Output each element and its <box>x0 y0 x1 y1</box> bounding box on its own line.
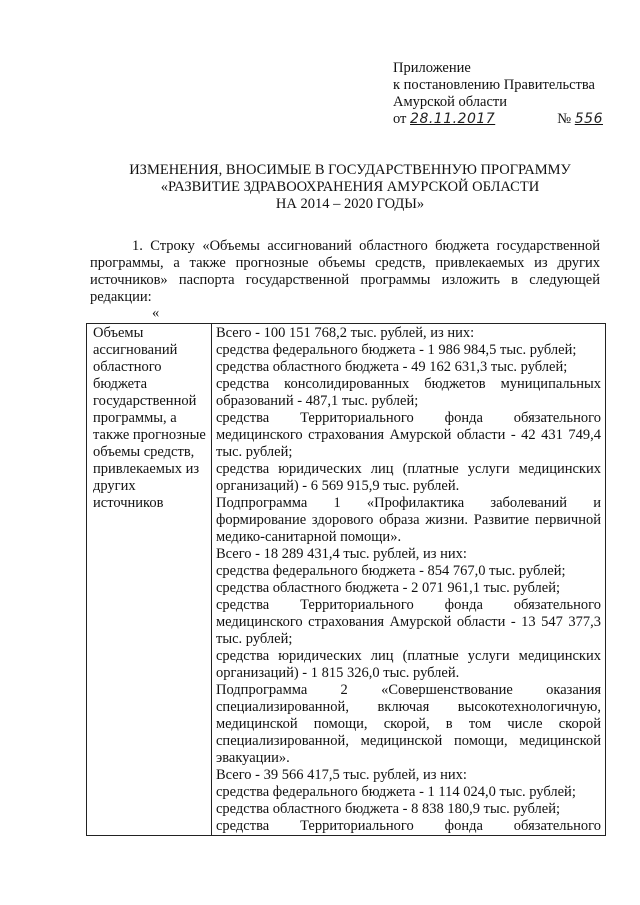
appendix-line-3: Амурской области <box>393 94 507 110</box>
sp2-tfoms-line: средства Территориального фонда обязательного <box>216 818 601 834</box>
tfoms-line: средства Территориального фонда обязательного медицинского страхования Амурской области - 42 431 749,4 тыс. рублей; <box>216 410 601 460</box>
sp2-regional-line: средства областного бюджета - 8 838 180,9 тыс. рублей; <box>216 801 560 817</box>
handwritten-number: 556 <box>574 111 603 127</box>
title-line-1: ИЗМЕНЕНИЯ, ВНОСИМЫЕ В ГОСУДАРСТВЕННУЮ ПРОГРАММУ <box>129 162 571 178</box>
appendix-line-1: Приложение <box>393 60 471 76</box>
date-prefix: от <box>393 111 407 127</box>
sp1-tfoms-line: средства Территориального фонда обязательного медицинского страхования Амурской области - 13 547 377,3 тыс. рублей; <box>216 597 601 647</box>
legal-entities-line: средства юридических лиц (платные услуги медицинских организаций) - 6 569 915,9 тыс. рублей. <box>216 461 601 494</box>
number-prefix: № <box>557 111 572 127</box>
passport-table <box>86 323 606 836</box>
subprogram-1-title: Подпрограмма 1 «Профилактика заболеваний и формирование здорового образа жизни. Развитие первичной медико-санитарной помощи». <box>216 495 601 545</box>
sp1-legal-entities-line: средства юридических лиц (платные услуги медицинских организаций) - 1 815 326,0 тыс. рублей. <box>216 648 601 681</box>
open-quote: « <box>152 305 160 321</box>
document-title <box>100 162 600 213</box>
table-left-label: Объемы ассигнований областного бюджета государственной программы, а также прогнозные объемы средств, привлекаемых из других источников <box>87 324 212 836</box>
regional-line: средства областного бюджета - 49 162 631,3 тыс. рублей; <box>216 359 568 375</box>
sp2-total-line: Всего - 39 566 417,5 тыс. рублей, из них: <box>216 767 467 783</box>
table-row <box>87 324 606 836</box>
appendix-date-number-row <box>393 111 633 128</box>
table-right-content <box>212 324 606 836</box>
handwritten-date: 28.11.2017 <box>410 111 496 127</box>
title-line-2: «РАЗВИТИЕ ЗДРАВООХРАНЕНИЯ АМУРСКОЙ ОБЛАСТИ <box>160 179 540 195</box>
appendix-header <box>393 60 633 128</box>
municipal-line: средства консолидированных бюджетов муниципальных образований - 487,1 тыс. рублей; <box>216 376 601 409</box>
appendix-line-2: к постановлению Правительства <box>393 77 595 93</box>
sp1-federal-line: средства федерального бюджета - 854 767,0 тыс. рублей; <box>216 563 566 579</box>
subprogram-2-title: Подпрограмма 2 «Совершенствование оказания специализированной, включая высокотехнологичную, медицинской помощи, скорой, в том числе скорой специализированной, медицинской помощи, медицинской эвакуации». <box>216 682 601 766</box>
title-line-3: НА 2014 – 2020 ГОДЫ» <box>275 196 425 212</box>
sp1-regional-line: средства областного бюджета - 2 071 961,1 тыс. рублей; <box>216 580 560 596</box>
intro-paragraph <box>90 238 600 306</box>
total-line: Всего - 100 151 768,2 тыс. рублей, из них: <box>216 325 475 341</box>
sp2-federal-line: средства федерального бюджета - 1 114 024,0 тыс. рублей; <box>216 784 576 800</box>
intro-text: 1. Строку «Объемы ассигнований областного бюджета государственной программы, а также прогнозные объемы средств, привлекаемых из других источников» паспорта государственной программы изложить в следующей редакции: <box>90 238 600 305</box>
date-underline <box>410 111 538 128</box>
federal-line: средства федерального бюджета - 1 986 984,5 тыс. рублей; <box>216 342 577 358</box>
number-underline <box>575 111 627 128</box>
sp1-total-line: Всего - 18 289 431,4 тыс. рублей, из них: <box>216 546 467 562</box>
